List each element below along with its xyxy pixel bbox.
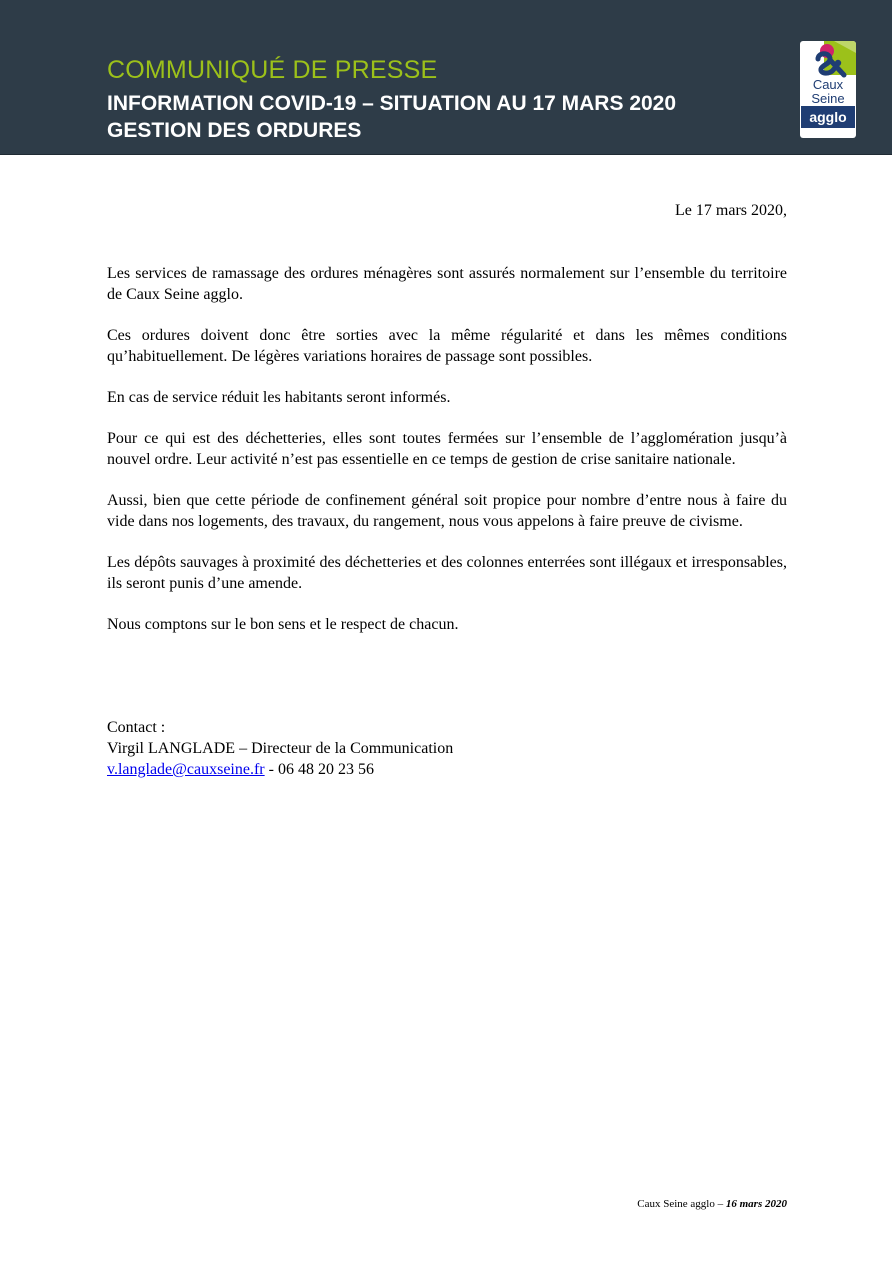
press-release-body	[107, 263, 787, 655]
document-date: Le 17 mars 2020,	[675, 202, 787, 219]
contact-name: Virgil LANGLADE – Directeur de la Communication	[107, 740, 454, 757]
paragraph: En cas de service réduit les habitants seront informés.	[107, 389, 451, 406]
paragraph: Aussi, bien que cette période de confinement général soit propice pour nombre d’entre nous à faire du vide dans nos logements, des travaux, du rangement, nous vous appelons à faire preuve de civisme.	[107, 492, 787, 530]
logo-word-seine: Seine	[811, 91, 845, 106]
headline-line-1: INFORMATION COVID-19 – SITUATION AU 17 MARS 2020	[107, 92, 677, 115]
logo-emblem-icon	[800, 41, 856, 81]
headline-line-2: GESTION DES ORDURES	[107, 119, 362, 142]
contact-details	[107, 759, 453, 780]
press-release-kicker: COMMUNIQUÉ DE PRESSE	[107, 56, 438, 84]
footer-org: Caux Seine agglo –	[637, 1198, 726, 1210]
caux-seine-agglo-logo	[800, 41, 856, 138]
logo-word-agglo: agglo	[801, 106, 855, 128]
contact-label: Contact :	[107, 719, 166, 736]
page-footer	[637, 1198, 787, 1210]
contact-phone: 06 48 20 23 56	[277, 761, 374, 778]
contact-email-link[interactable]: v.langlade@cauxseine.fr	[107, 761, 265, 778]
contact-block	[107, 717, 453, 780]
header-band	[0, 0, 892, 155]
contact-separator: -	[264, 761, 278, 778]
paragraph: Les services de ramassage des ordures ménagères sont assurés normalement sur l’ensemble du territoire de Caux Seine agglo.	[107, 265, 787, 303]
logo-word-caux: Caux	[812, 77, 844, 92]
paragraph: Pour ce qui est des déchetteries, elles sont toutes fermées sur l’ensemble de l’agglomération jusqu’à nouvel ordre. Leur activité n’est pas essentielle en ce temps de gestion de crise sanitaire nationale.	[107, 430, 787, 468]
paragraph: Nous comptons sur le bon sens et le respect de chacun.	[107, 616, 459, 633]
paragraph: Les dépôts sauvages à proximité des déchetteries et des colonnes enterrées sont illégaux et irresponsables, ils seront punis d’une amende.	[107, 554, 787, 592]
paragraph: Ces ordures doivent donc être sorties avec la même régularité et dans les mêmes conditions qu’habituellement. De légères variations horaires de passage sont possibles.	[107, 327, 787, 365]
footer-date: 16 mars 2020	[725, 1198, 787, 1210]
